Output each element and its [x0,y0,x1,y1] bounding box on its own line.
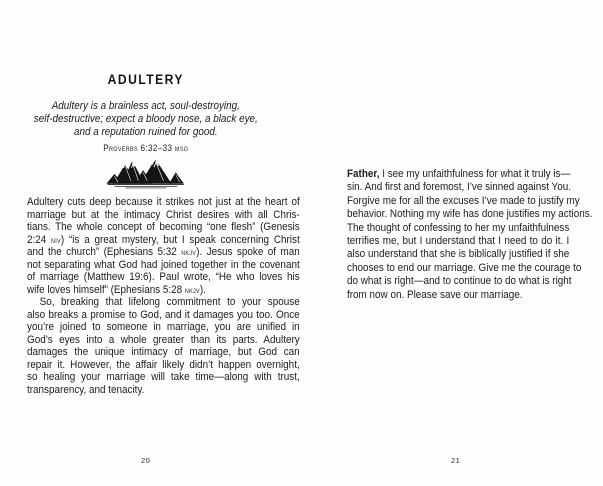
text-line: also breaks a promise to God, and it damages you too. Once [27,308,300,321]
text-line: The thought of confessing to her my unfaithfulness [347,221,570,234]
text-line: from now on. Please save our marriage. [347,288,523,301]
text-line: do what is right—and to continue to do what is right [347,275,572,288]
text-line: repair it. However, the affair likely didn’t happen overnight, [27,358,300,371]
text-line: so healing your marriage will take time—along with trust, [27,371,300,383]
text-line: terrifies me, but I understand that I need to do it. I [347,235,570,248]
text-line: So, breaking that lifelong commitment to your spouse [39,296,300,308]
text-line: Adultery is a brainless act, soul-destroying, [51,100,240,112]
scripture-reference: Proverbs 6:32–33 msg [103,143,189,153]
page-number-right: 21 [451,456,461,465]
text-line: and a reputation ruined for good. [73,126,218,138]
text-line: tians. The whole concept of becoming “one flesh” (Genesis [27,221,300,233]
text-line: you’re joined to someone in marriage, you are unified in [27,321,300,333]
text-line: wife loves himself” (Ephesians 5:28 nkjv). [27,283,206,296]
text-line: Adultery cuts deep because it strikes not just at the heart of [27,196,300,208]
text-line: of marriage (Matthew 19:6). Paul wrote, “He who loves his [27,271,300,283]
text-line: God’s eyes into a whole greater than its parts. Adultery [27,333,300,346]
text-line: Forgive me for all the excuses I’ve made to justify my [347,194,580,207]
text-line: behavior. Nothing my wife has done justifies my actions. [347,208,593,221]
text-line: Father, I see my unfaithfulness for what it truly is— [347,168,571,180]
text-line: damages the unique intimacy of marriage, but God can [27,346,300,358]
text-line: self-destructive; expect a bloody nose, a black eye, [33,113,258,125]
text-line: and the church” (Ephesians 5:32 nkjv). Jesus spoke of man [27,246,300,258]
chapter-title: ADULTERY [107,72,184,87]
text-line: marriage but at the intimacy Christ desires with all Chris- [27,208,300,221]
page-number-left: 20 [141,456,151,465]
text-line: sin. And first and foremost, I’ve sinned against You. [347,181,571,194]
text-line: also understand that she is biblically justified if she [347,248,570,261]
text-line: 2:24 niv) “is a great mystery, but I speak concerning Christ [27,233,300,246]
text-line: transparency, and tenacity. [27,383,145,396]
text-line: not separating what God had joined together in the covenant [27,258,300,271]
text-line: chooses to end our marriage. Give me the courage to [347,261,582,274]
prayer-text [347,168,593,302]
